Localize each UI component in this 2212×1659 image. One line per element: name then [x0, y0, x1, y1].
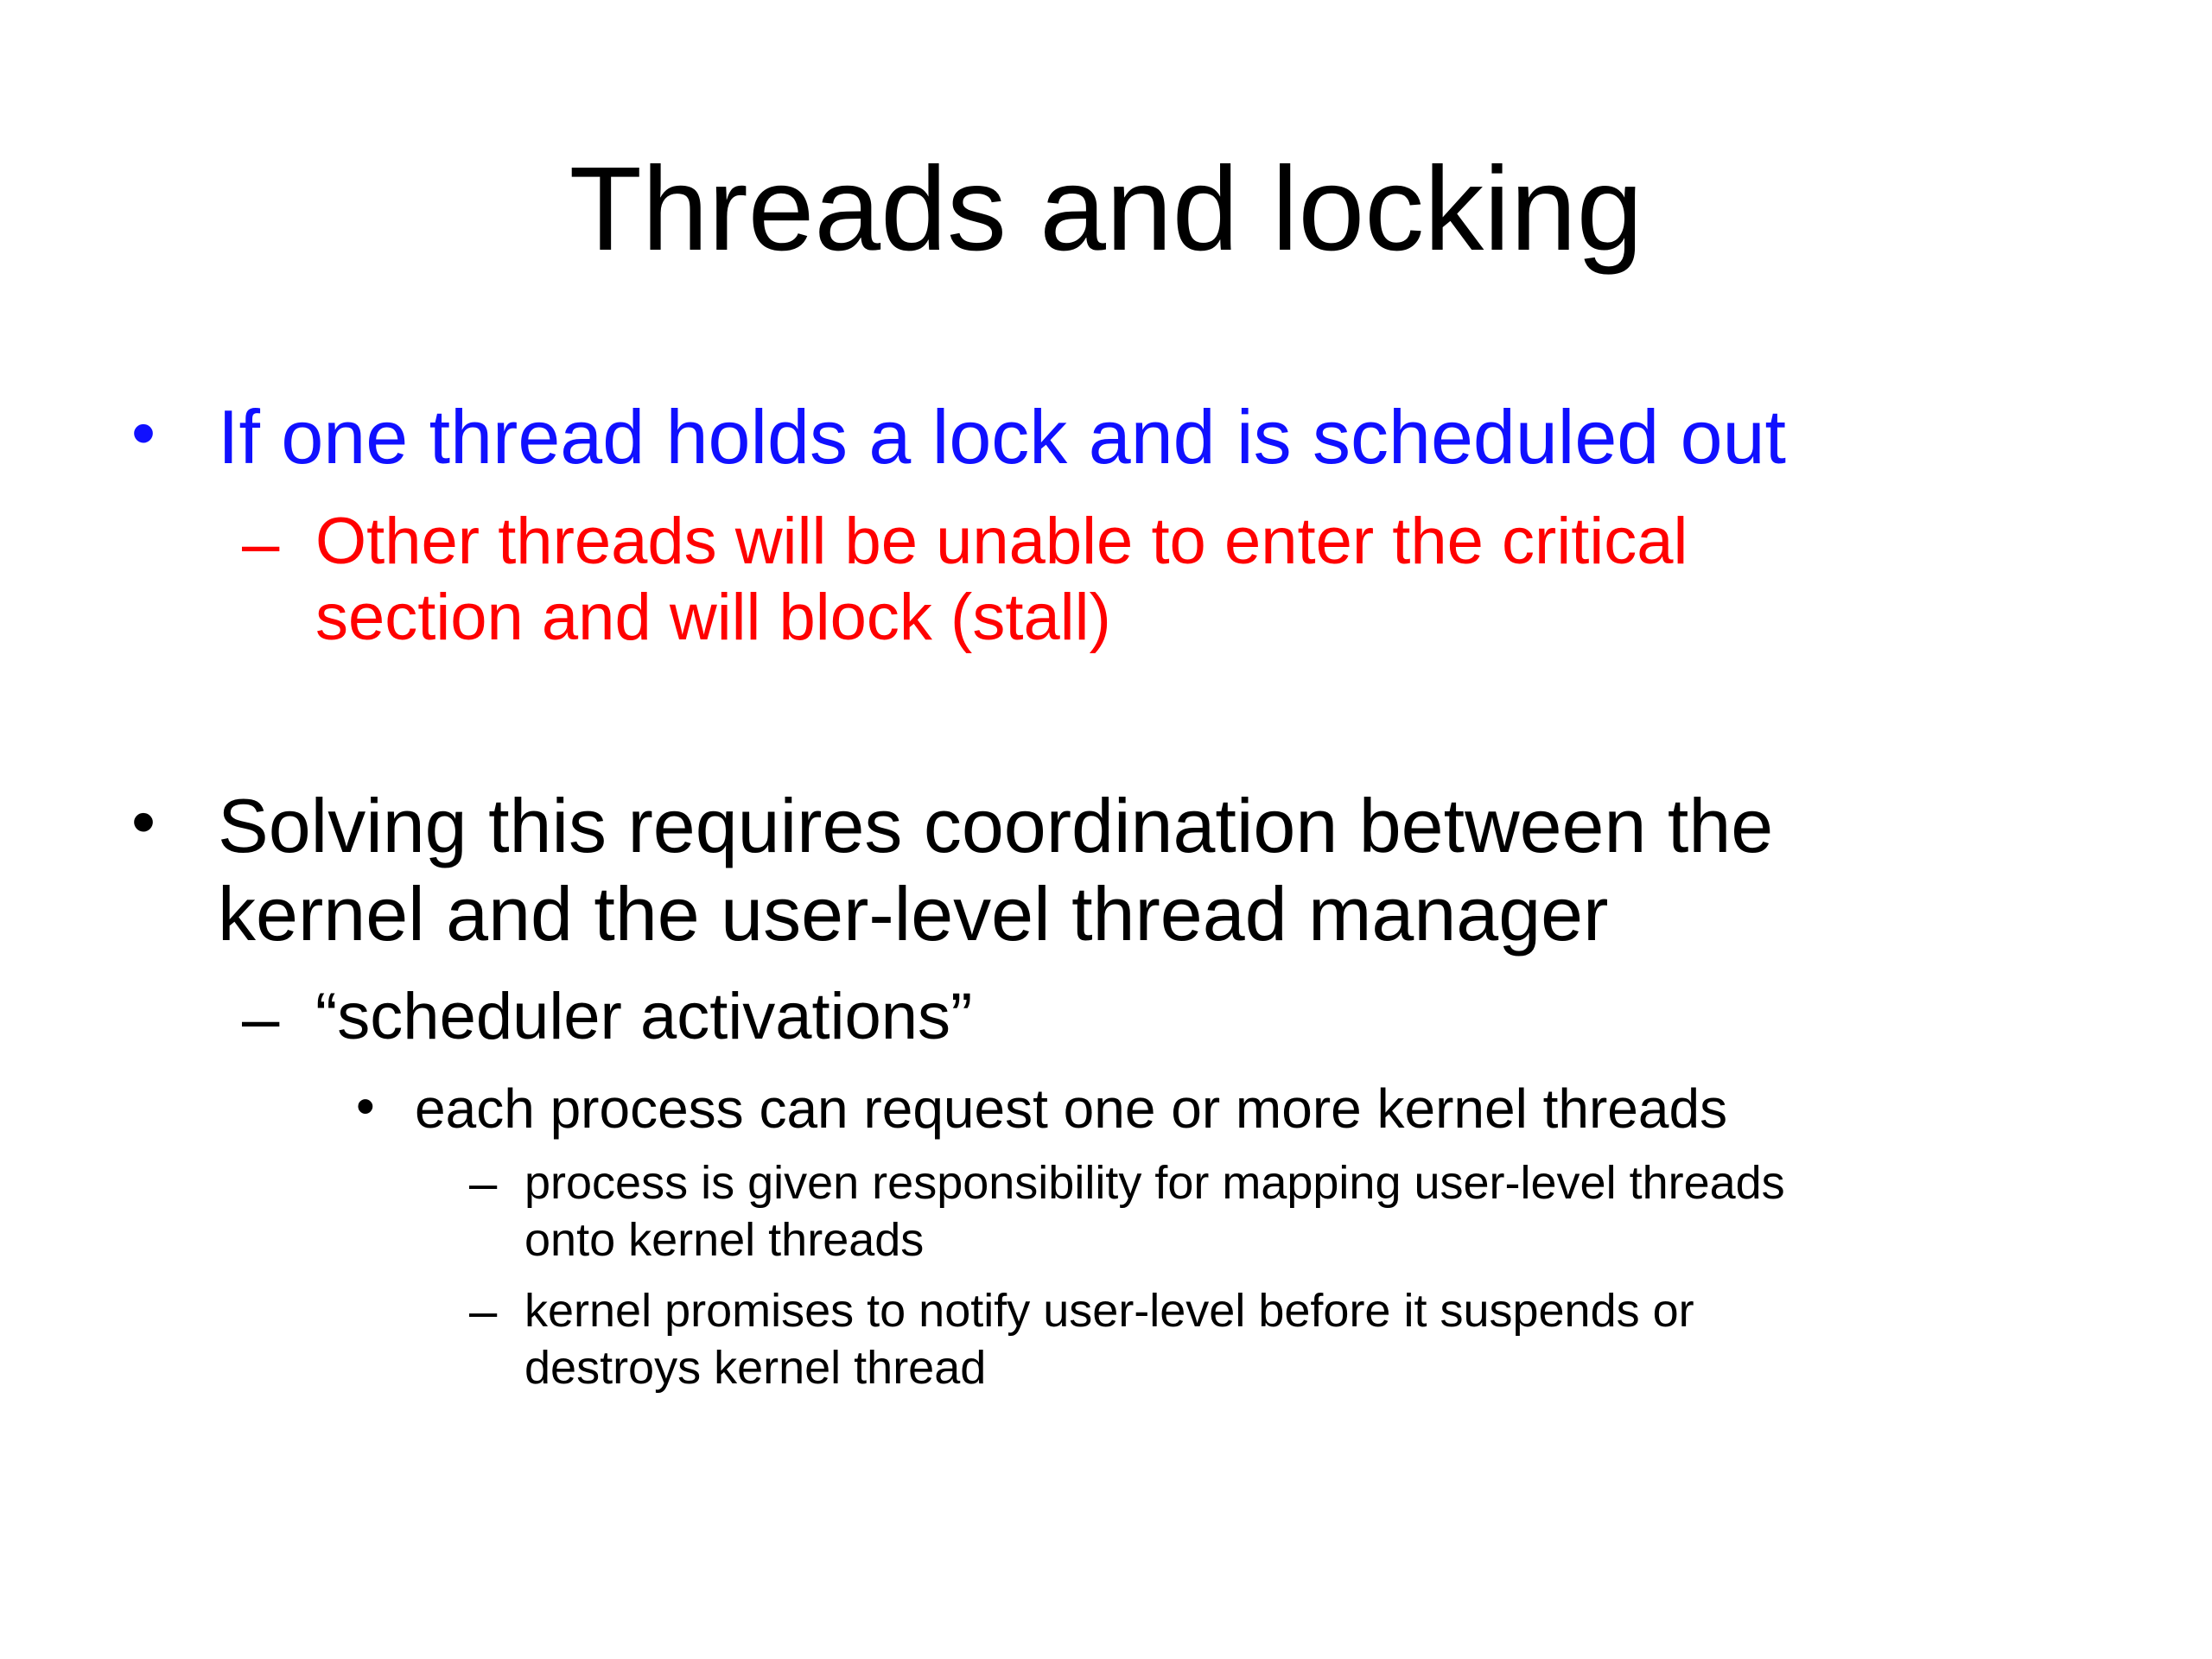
dash-marker: –: [469, 1283, 498, 1339]
bullet-marker: •: [131, 394, 156, 471]
level4-item-2-line-1: kernel promises to notify user-level before it suspends or: [524, 1285, 1694, 1337]
bullet-2-line-1: Solving this requires coordination between the: [218, 783, 1774, 868]
level3-text: [415, 1076, 1727, 1141]
level4-item-2-text: [524, 1282, 1694, 1396]
bullet-marker: •: [131, 783, 156, 860]
bullet-1-line-1: If one thread holds a lock and is scheduled out: [218, 394, 1786, 480]
bullet-1-sub-1-line-2: section and will block (stall): [315, 581, 1111, 654]
dash-marker: –: [469, 1155, 498, 1211]
level4-item-1-line-1: process is given responsibility for mapping user-level threads: [524, 1157, 1785, 1209]
bullet-marker: •: [356, 1077, 375, 1136]
level4-item-2-line-2: destroys kernel thread: [524, 1342, 987, 1394]
dash-marker: –: [242, 505, 280, 581]
level4-item-1-text: [524, 1154, 1785, 1268]
bullet-2-line-2: kernel and the user-level thread manager: [218, 871, 1609, 957]
bullet-2-text: [218, 782, 1773, 958]
bullet-2-sub-1-line-1: “scheduler activations”: [315, 980, 973, 1053]
level3-line-1: each process can request one or more kernel threads: [415, 1077, 1728, 1140]
dash-marker: –: [242, 980, 280, 1056]
level4-item-1-line-2: onto kernel threads: [524, 1214, 925, 1266]
slide-title: Threads and locking: [569, 143, 1643, 276]
bullet-1-sub-1-line-1: Other threads will be unable to enter the critical: [315, 505, 1688, 578]
bullet-1-text: [218, 393, 1786, 481]
bullet-1-sub-1-text: [315, 504, 1688, 656]
bullet-2-sub-1-text: [315, 979, 972, 1055]
